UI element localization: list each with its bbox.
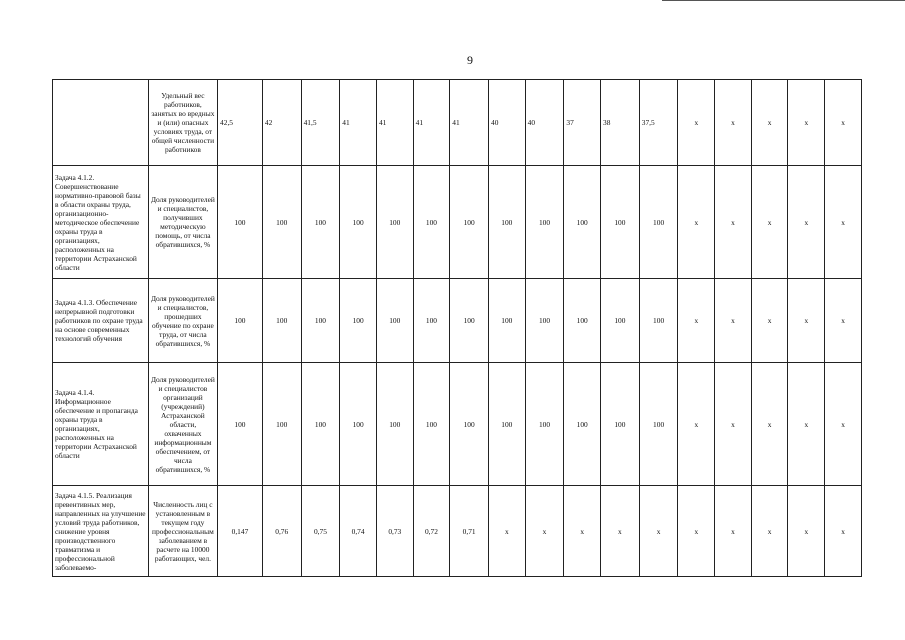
value-cell: 100	[262, 363, 301, 486]
value-cell: 100	[376, 279, 413, 363]
value-cell: 100	[262, 166, 301, 279]
indicator-cell: Доля руководителей и специалистов, получивших методическую помощь, от числа обратившихся, %	[148, 166, 217, 279]
value-cell: 37,5	[639, 80, 678, 166]
value-cell: 100	[450, 166, 489, 279]
value-cell: 37	[564, 80, 601, 166]
value-cell: 0,71	[450, 486, 489, 577]
value-cell: 100	[525, 279, 564, 363]
value-cell: x	[601, 486, 640, 577]
value-cell: 100	[489, 279, 526, 363]
value-cell: x	[788, 279, 825, 363]
value-cell: x	[525, 486, 564, 577]
value-cell: 0,76	[262, 486, 301, 577]
value-cell: 100	[525, 166, 564, 279]
value-cell: 42	[262, 80, 301, 166]
value-cell: x	[751, 166, 788, 279]
value-cell: 100	[489, 166, 526, 279]
value-cell: 100	[301, 279, 340, 363]
value-cell: x	[678, 486, 715, 577]
value-cell: x	[678, 363, 715, 486]
value-cell: 100	[525, 363, 564, 486]
value-cell: x	[489, 486, 526, 577]
value-cell: 0,73	[376, 486, 413, 577]
value-cell: x	[751, 363, 788, 486]
task-cell: Задача 4.1.5. Реализация превентивных мер, направленных на улучшение условий труда работников, снижение уровня производственного травматизма и профессиональной заболеваемо-	[53, 486, 149, 577]
value-cell: 100	[601, 279, 640, 363]
value-cell: x	[825, 486, 862, 577]
value-cell: 100	[564, 279, 601, 363]
value-cell: 100	[301, 363, 340, 486]
value-cell: 100	[413, 363, 450, 486]
value-cell: 100	[376, 166, 413, 279]
value-cell: x	[715, 279, 752, 363]
value-cell: 100	[340, 279, 377, 363]
table-row	[53, 80, 862, 166]
value-cell: x	[751, 80, 788, 166]
value-cell: 40	[489, 80, 526, 166]
value-cell: x	[715, 80, 752, 166]
value-cell: x	[564, 486, 601, 577]
value-cell: x	[751, 486, 788, 577]
value-cell: 41	[450, 80, 489, 166]
value-cell: x	[715, 166, 752, 279]
value-cell: 100	[601, 363, 640, 486]
value-cell: x	[825, 279, 862, 363]
page-number: 9	[467, 53, 473, 67]
value-cell: 100	[413, 166, 450, 279]
value-cell: 100	[262, 279, 301, 363]
value-cell: 100	[218, 166, 263, 279]
value-cell: x	[678, 166, 715, 279]
value-cell: x	[825, 80, 862, 166]
value-cell: 41	[340, 80, 377, 166]
value-cell: x	[715, 486, 752, 577]
value-cell: 100	[413, 279, 450, 363]
value-cell: x	[788, 166, 825, 279]
value-cell: 100	[639, 363, 678, 486]
value-cell: 100	[376, 363, 413, 486]
value-cell: 100	[601, 166, 640, 279]
value-cell: 40	[525, 80, 564, 166]
indicators-table	[52, 79, 862, 577]
value-cell: 0,72	[413, 486, 450, 577]
value-cell: 42,5	[218, 80, 263, 166]
value-cell: 100	[218, 279, 263, 363]
value-cell: 100	[218, 363, 263, 486]
header-rule	[662, 0, 905, 1]
task-cell	[53, 80, 149, 166]
value-cell: 100	[639, 166, 678, 279]
value-cell: 100	[450, 363, 489, 486]
value-cell: x	[639, 486, 678, 577]
value-cell: 100	[564, 363, 601, 486]
value-cell: 41	[413, 80, 450, 166]
value-cell: 41,5	[301, 80, 340, 166]
value-cell: x	[715, 363, 752, 486]
value-cell: 41	[376, 80, 413, 166]
value-cell: x	[788, 486, 825, 577]
value-cell: 0,147	[218, 486, 263, 577]
task-cell: Задача 4.1.2. Совершенствование нормативно-правовой базы в области охраны труда, организационно-методическое обеспечение охраны труда в организациях, расположенных на территории Астраханской области	[53, 166, 149, 279]
value-cell: 100	[301, 166, 340, 279]
indicator-cell: Доля руководителей и специалистов организаций (учреждений) Астраханской области, охваченных информационным обеспечением, от числа обратившихся, %	[148, 363, 217, 486]
task-cell: Задача 4.1.4. Информационное обеспечение и пропаганда охраны труда в организациях, расположенных на территории Астраханской области	[53, 363, 149, 486]
value-cell: 0,75	[301, 486, 340, 577]
value-cell: x	[825, 363, 862, 486]
indicator-cell: Удельный вес работников, занятых во вредных и (или) опасных условиях труда, от общей численности работников	[148, 80, 217, 166]
value-cell: 100	[564, 166, 601, 279]
value-cell: 100	[340, 166, 377, 279]
indicator-cell: Численность лиц с установленным в текущем году профессиональным заболеванием в расчете на 10000 работающих, чел.	[148, 486, 217, 577]
value-cell: 100	[450, 279, 489, 363]
value-cell: 100	[639, 279, 678, 363]
value-cell: x	[678, 80, 715, 166]
value-cell: x	[788, 80, 825, 166]
table-row	[53, 279, 862, 363]
table-row	[53, 363, 862, 486]
value-cell: 38	[601, 80, 640, 166]
value-cell: x	[751, 279, 788, 363]
value-cell: x	[678, 279, 715, 363]
value-cell: x	[825, 166, 862, 279]
value-cell: 100	[489, 363, 526, 486]
task-cell: Задача 4.1.3. Обеспечение непрерывной подготовки работников по охране труда на основе современных технологий обучения	[53, 279, 149, 363]
table-row	[53, 166, 862, 279]
table-row	[53, 486, 862, 577]
value-cell: x	[788, 363, 825, 486]
indicator-cell: Доля руководителей и специалистов, прошедших обучение по охране труда, от числа обратившихся, %	[148, 279, 217, 363]
value-cell: 0,74	[340, 486, 377, 577]
value-cell: 100	[340, 363, 377, 486]
